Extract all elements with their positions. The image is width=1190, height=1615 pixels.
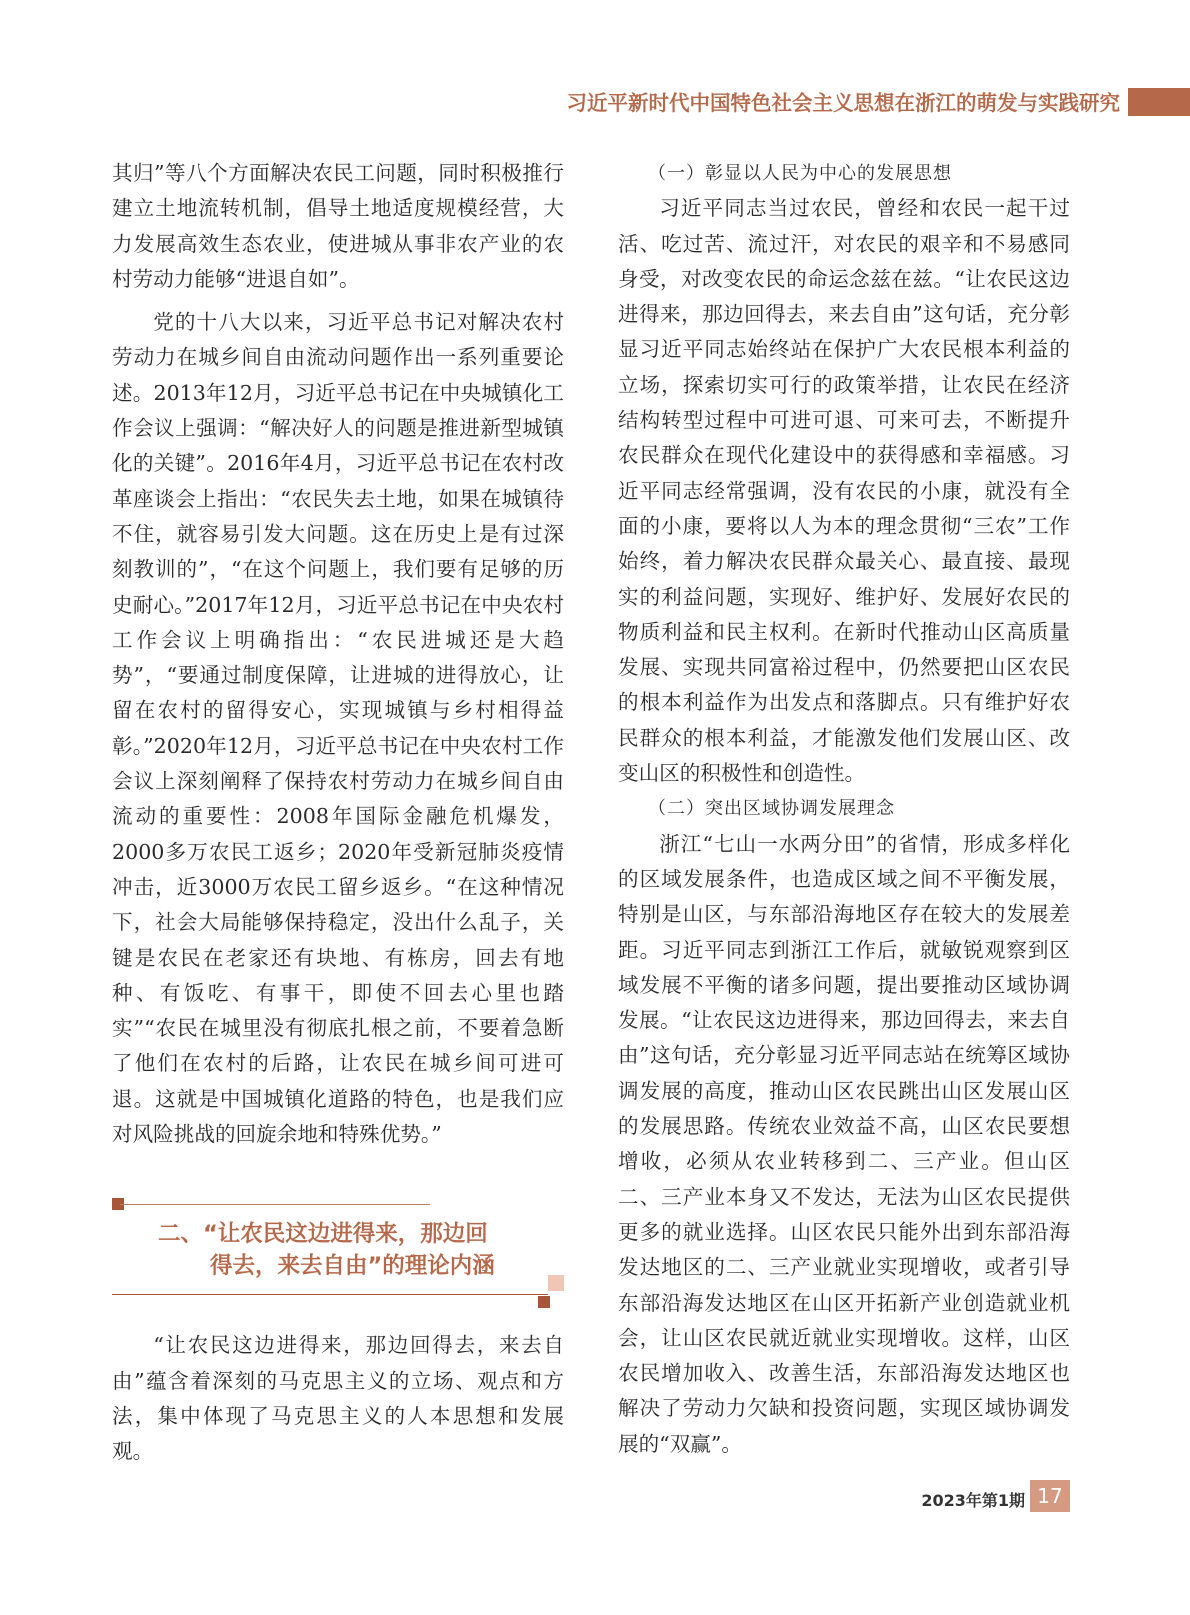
- section-heading-line1: 二、“让农民这边进得来，那边回: [158, 1221, 488, 1248]
- paragraph: “让农民这边进得来，那边回得去，来去自由”蕴含着深刻的马克思主义的立场、观点和方法，集中体现了马克思主义的人本思想和发展观。: [112, 1333, 564, 1464]
- paragraph: 习近平同志当过农民，曾经和农民一起干过活、吃过苦、流过汗，对农民的艰辛和不易感同身受，对改变农民的命运念兹在兹。“让农民这边进得来，那边回得去，来去自由”这句话，充分彰显习近平同志始终站在保护广大农民根本利益的立场，探索切实可行的政策举措，让农民在经济结构转型过程中可进可退、可来可去，不断提升农民群众在现代化建设中的获得感和幸福感。习近平同志经常强调，没有农民的小康，就没有全面的小康，要将以人为本的理念贯彻“三农”工作始终，着力解决农民群众最关心、最直接、最现实的利益问题，实现好、维护好、发展好农民的物质利益和民主权利。在新时代推动山区高质量发展、实现共同富裕过程中，仍然要把山区农民的根本利益作为出发点和落脚点。只有维护好农民群众的根本利益，才能激发他们发展山区、改变山区的积极性和创造性。: [618, 196, 1070, 786]
- header-accent-bar: [1128, 88, 1190, 116]
- section-heading-block: [112, 1182, 564, 1302]
- left-column: [112, 156, 564, 1470]
- right-column: [618, 156, 1070, 1462]
- running-header-title: 习近平新时代中国特色社会主义思想在浙江的萌发与实践研究: [566, 91, 1120, 115]
- issue-label: 2023年第1期: [921, 1491, 1025, 1510]
- decorative-square-light: [548, 1275, 564, 1291]
- paragraph: 浙江“七山一水两分田”的省情，形成多样化的区域发展条件，也造成区域之间不平衡发展，特别是山区，与东部沿海地区存在较大的发展差距。习近平同志到浙江工作后，就敏锐观察到区域发展不平衡的诸多问题，提出要推动区域协调发展。“让农民这边进得来，那边回得去，来去自由”这句话，充分彰显习近平同志站在统筹区域协调发展的高度，推动山区农民跳出山区发展山区的发展思路。传统农业效益不高，山区农民要想增收，必须从农业转移到二、三产业。但山区二、三产业本身又不发达，无法为山区农民提供更多的就业选择。山区农民只能外出到东部沿海发达地区的二、三产业就业实现增收，或者引导东部沿海发达地区在山区开拓新产业创造就业机会，让山区农民就近就业实现增收。这样，山区农民增加收入、改善生活，东部沿海发达地区也解决了劳动力欠缺和投资问题，实现区域协调发展的“双赢”。: [618, 831, 1070, 1456]
- subheading: （一）彰显以人民为中心的发展思想: [648, 163, 952, 184]
- page-number: 17: [1030, 1480, 1070, 1512]
- divider-line: [112, 1294, 548, 1295]
- decorative-square: [538, 1296, 550, 1308]
- section-heading: [158, 1218, 538, 1282]
- section-heading-line2: 得去，来去自由”的理论内涵: [210, 1253, 495, 1280]
- subheading: （二）突出区域协调发展理念: [648, 798, 895, 820]
- paragraph: 党的十八大以来，习近平总书记对解决农村劳动力在城乡间自由流动问题作出一系列重要论述。2013年12月，习近平总书记在中央城镇化工作会议上强调：“解决好人的问题是推进新型城镇化的关键”。2016年4月，习近平总书记在农村改革座谈会上指出：“农民失去土地，如果在城镇待不住，就容易引发大问题。这在历史上是有过深刻教训的”，“在这个问题上，我们要有足够的历史耐心。”2017年12月，习近平总书记在中央农村工作会议上明确指出：“农民进城还是大趋势”，“要通过制度保障，让进城的进得放心，让留在农村的留得安心，实现城镇与乡村相得益彰。”2020年12月，习近平总书记在中央农村工作会议上深刻阐释了保持农村劳动力在城乡间自由流动的重要性：2008年国际金融危机爆发，2000多万农民工返乡；2020年受新冠肺炎疫情冲击，近3000万农民工留乡返乡。“在这种情况下，社会大局能够保持稳定，没出什么乱子，关键是农民在老家还有块地、有栋房，回去有地种、有饭吃、有事干，即使不回去心里也踏实”“农民在城里没有彻底扎根之前，不要着急断了他们在农村的后路，让农民在城乡间可进可退。这就是中国城镇化道路的特色，也是我们应对风险挑战的回旋余地和特殊优势。”: [112, 310, 564, 1147]
- divider-line: [120, 1204, 430, 1205]
- paragraph: 其归”等八个方面解决农民工问题，同时积极推行建立土地流转机制，倡导土地适度规模经营，大力发展高效生态农业，使进城从事非农产业的农村劳动力能够“进退自如”。: [112, 161, 564, 291]
